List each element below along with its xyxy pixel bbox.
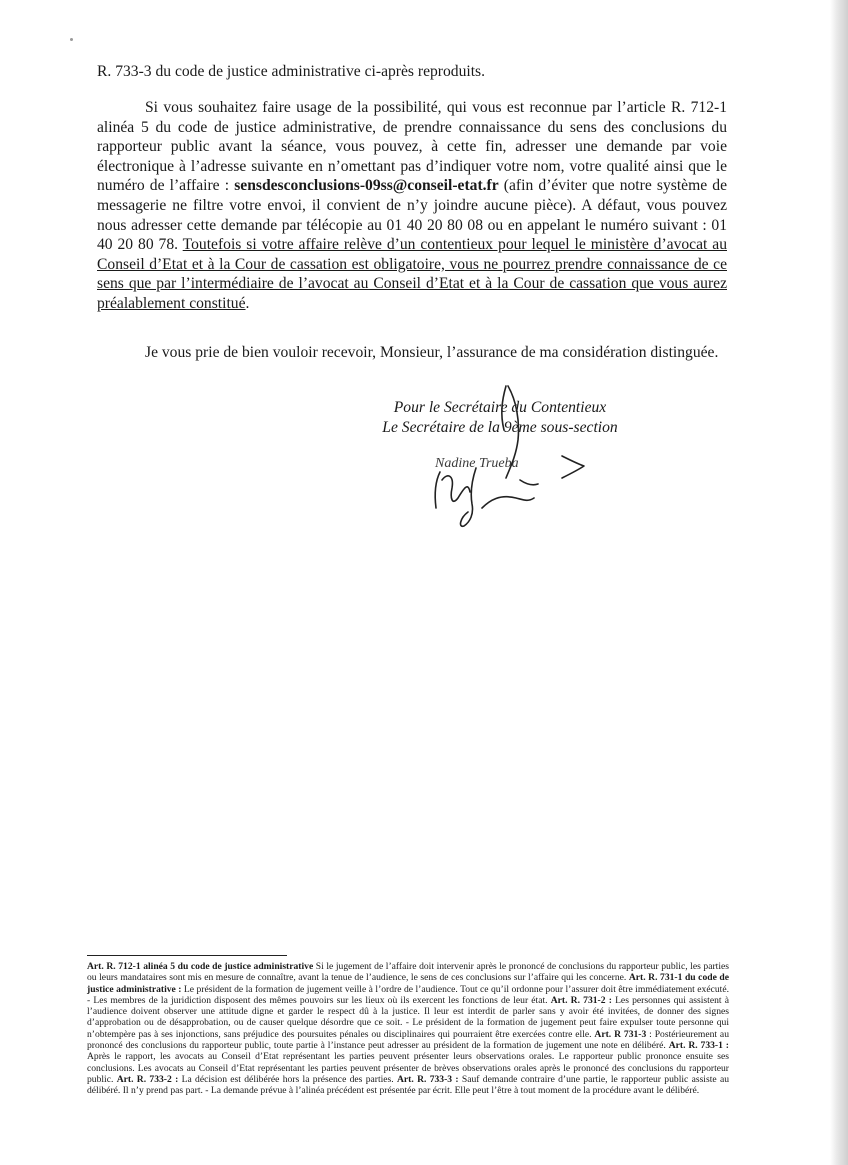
scan-edge-shadow [830, 0, 848, 1165]
underlined-notice: Toutefois si votre affaire relève d’un contentieux pour lequel le ministère d’avocat au Conseil d’Etat et à la Cour de cassation est obligatoire, vous ne pourrez prendre connaissance de ce sens que par l’intermédiaire de l’avocat au Conseil d’Etat et à la Cour de cassation que vous aurez préalablement constitué [97, 236, 727, 312]
email-address: sensdesconclusions-09ss@conseil-etat.fr [234, 177, 499, 195]
letter-paragraph-1: R. 733-3 du code de justice administrative ci-après reproduits. [97, 63, 486, 80]
scan-speck [70, 38, 73, 41]
closing-paragraph: Je vous prie de bien vouloir recevoir, Monsieur, l’assurance de ma considération distinguée. [145, 344, 719, 361]
letter-paragraph-2: Si vous souhaitez faire usage de la possibilité, qui vous est reconnue par l’article R. 712-1 alinéa 5 du code de justice administrative, de prendre connaissance du sens des conclusions du rapporteur public avant la séance, vous pouvez, à cette fin, adresser une demande par voie électronique à l’adresse suivante en n’omettant pas d’indiquer votre nom, votre qualité ainsi que le numéro de l’affaire : sensdesconclusions-09ss@conseil-etat.fr (afin d’éviter que notre système de messagerie ne filtre votre envoi, il convient de n’y joindre aucune pièce). A défaut, vous pouvez nous adresser cette demande par télécopie au 01 40 20 80 08 ou en appelant le numéro suivant : 01 40 20 80 78. Toutefois si votre affaire relève d’un contentieux pour lequel le ministère d’avocat au Conseil d’Etat et à la Cour de cassation est obligatoire, vous ne pourrez prendre connaissance de ce sens que par l’intermédiaire de l’avocat au Conseil d’Etat et à la Cour de cassation que vous aurez préalablement constitué. [97, 99, 728, 312]
signature-line-2: Le Secrétaire de la 9ème sous-section [382, 419, 618, 436]
footnote-separator [87, 955, 287, 956]
footnote-legal-articles: Art. R. 712-1 alinéa 5 du code de justice administrative Si le jugement de l’affaire doit intervenir après le prononcé de conclusions du rapporteur public, les parties ou leurs mandataires sont mis en mesure de connaître, avant la tenue de l’audience, le sens de ces conclusions sur l’affaire qui les concerne. Art. R. 731-1 du code de justice administrative : Le président de la formation de jugement veille à l’ordre de l’audience. Tout ce qu’il ordonne pour l’assurer doit être immédiatement exécuté. - Les membres de la juridiction disposent des mêmes pouvoirs sur les lieux où ils exercent les fonctions de leur état. Art. R. 731-2 : Les personnes qui assistent à l’audience doivent observer une attitude digne et garder le respect dû à la justice. Il leur est interdit de parler sans y avoir été invitées, de donner des signes d’approbation ou de désapprobation, ou de causer quelque désordre que ce soit. - Le président de la formation de jugement peut faire expulser toute personne qui n’obtempère pas à ses injonctions, sans préjudice des poursuites pénales ou disciplinaires qui pourraient être exercées contre elle. Art. R 731-3 : Postérieurement au prononcé des conclusions du rapporteur public, toute partie à l’instance peut adresser au président de la formation de jugement une note en délibéré. Art. R. 733-1 : Après le rapport, les avocats au Conseil d’Etat représentant les parties peuvent présenter leurs observations orales. Le rapporteur public prononce ensuite ses conclusions. Les avocats au Conseil d’Etat représentant les parties peuvent présenter de brèves observations orales après le prononcé des conclusions du rapporteur public. Art. R. 733-2 : La décision est délibérée hors la présence des parties. Art. R. 733-3 : Sauf demande contraire d’une partie, le rapporteur public assiste au délibéré. Il n’y prend pas part. - La demande prévue à l’alinéa précédent est présentée par écrit. Elle peut l’être à tout moment de la procédure avant le délibéré. [87, 961, 729, 1097]
signature-line-1: Pour le Secrétaire du Contentieux [393, 399, 607, 416]
handwritten-signature [420, 380, 610, 540]
signatory-name: Nadine Trueba [435, 456, 519, 471]
